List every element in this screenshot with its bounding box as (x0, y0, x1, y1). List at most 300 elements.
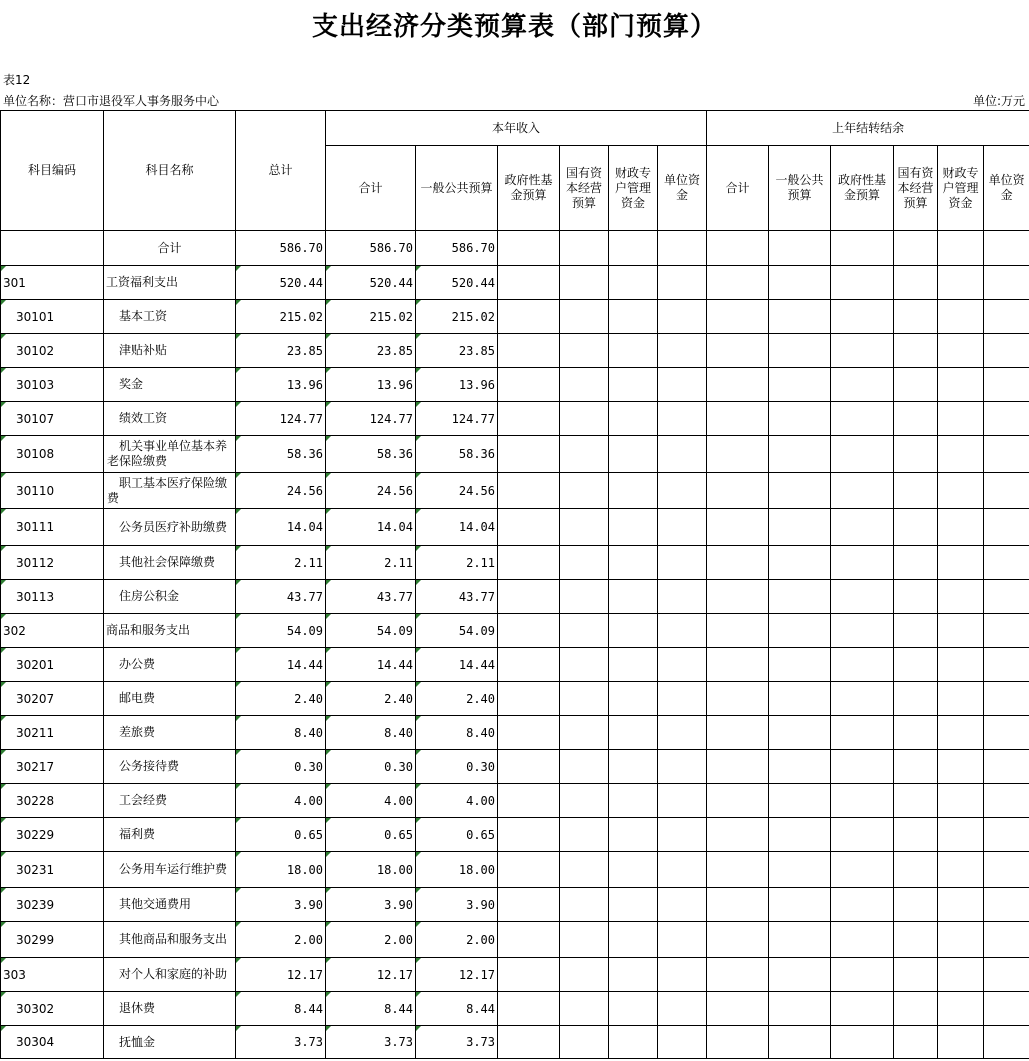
cell-py-fund (831, 958, 894, 992)
cell-code: 30102 (1, 334, 104, 368)
cell-py-sum (707, 716, 769, 750)
cell-py-unit-funds (984, 852, 1029, 888)
cell-py-sum (707, 888, 769, 922)
cell-cy-unit-funds (658, 368, 707, 402)
cell-name: 基本工资 (104, 300, 236, 334)
cell-cy-general: 8.40 (416, 716, 498, 750)
cell-py-special-account (938, 958, 984, 992)
cell-cy-state-capital (560, 509, 609, 546)
cell-py-general (769, 473, 831, 509)
cell-py-state-capital (894, 436, 938, 473)
cell-py-general (769, 436, 831, 473)
cell-cy-special-account (609, 648, 658, 682)
cell-cy-general: 14.44 (416, 648, 498, 682)
table-row (1, 436, 1029, 473)
table-row (1, 648, 1029, 682)
cell-py-fund (831, 580, 894, 614)
cell-total: 12.17 (236, 958, 326, 992)
cell-cy-fund (498, 473, 560, 509)
cell-total: 2.11 (236, 546, 326, 580)
cell-cy-unit-funds (658, 300, 707, 334)
cell-py-state-capital (894, 509, 938, 546)
cell-cy-special-account (609, 992, 658, 1026)
header-py-fund: 政府性基金预算 (831, 146, 894, 231)
cell-py-unit-funds (984, 750, 1029, 784)
cell-py-general (769, 648, 831, 682)
cell-py-fund (831, 682, 894, 716)
cell-code: 30239 (1, 888, 104, 922)
cell-py-fund (831, 750, 894, 784)
cell-py-general (769, 402, 831, 436)
cell-cy-fund (498, 546, 560, 580)
cell-cy-unit-funds (658, 784, 707, 818)
cell-cy-unit-funds (658, 509, 707, 546)
cell-py-general (769, 852, 831, 888)
cell-cy-unit-funds (658, 614, 707, 648)
cell-total: 43.77 (236, 580, 326, 614)
table-row (1, 509, 1029, 546)
cell-cy-state-capital (560, 784, 609, 818)
cell-cy-fund (498, 436, 560, 473)
cell-py-fund (831, 473, 894, 509)
cell-cy-sum: 0.30 (326, 750, 416, 784)
header-cy-state-capital: 国有资本经营预算 (560, 146, 609, 231)
cell-total: 18.00 (236, 852, 326, 888)
cell-code: 30207 (1, 682, 104, 716)
cell-py-state-capital (894, 750, 938, 784)
cell-cy-state-capital (560, 1026, 609, 1059)
cell-py-general (769, 818, 831, 852)
cell-py-fund (831, 648, 894, 682)
cell-py-sum (707, 750, 769, 784)
cell-cy-state-capital (560, 580, 609, 614)
table-row (1, 580, 1029, 614)
cell-py-sum (707, 648, 769, 682)
cell-total: 124.77 (236, 402, 326, 436)
cell-cy-general: 586.70 (416, 231, 498, 266)
cell-cy-special-account (609, 300, 658, 334)
cell-py-state-capital (894, 888, 938, 922)
cell-py-fund (831, 402, 894, 436)
cell-total: 0.30 (236, 750, 326, 784)
cell-total: 58.36 (236, 436, 326, 473)
cell-name: 职工基本医疗保险缴费 (104, 473, 236, 509)
cell-py-sum (707, 334, 769, 368)
cell-py-unit-funds (984, 300, 1029, 334)
cell-cy-fund (498, 580, 560, 614)
cell-cy-fund (498, 922, 560, 958)
cell-total: 14.04 (236, 509, 326, 546)
cell-cy-state-capital (560, 402, 609, 436)
cell-py-special-account (938, 580, 984, 614)
cell-code: 30299 (1, 922, 104, 958)
cell-py-fund (831, 334, 894, 368)
cell-cy-sum: 12.17 (326, 958, 416, 992)
cell-cy-state-capital (560, 266, 609, 300)
cell-py-special-account (938, 992, 984, 1026)
cell-cy-general: 12.17 (416, 958, 498, 992)
cell-py-unit-funds (984, 958, 1029, 992)
cell-cy-sum: 13.96 (326, 368, 416, 402)
cell-code: 30217 (1, 750, 104, 784)
cell-cy-fund (498, 231, 560, 266)
cell-cy-general: 54.09 (416, 614, 498, 648)
cell-cy-sum: 586.70 (326, 231, 416, 266)
cell-cy-unit-funds (658, 436, 707, 473)
cell-py-sum (707, 784, 769, 818)
cell-cy-fund (498, 958, 560, 992)
cell-cy-unit-funds (658, 266, 707, 300)
cell-cy-general: 18.00 (416, 852, 498, 888)
cell-cy-state-capital (560, 716, 609, 750)
cell-cy-unit-funds (658, 231, 707, 266)
cell-cy-unit-funds (658, 580, 707, 614)
cell-cy-unit-funds (658, 402, 707, 436)
cell-cy-special-account (609, 750, 658, 784)
header-py-unit-funds: 单位资金 (984, 146, 1029, 231)
cell-cy-general: 43.77 (416, 580, 498, 614)
cell-cy-state-capital (560, 992, 609, 1026)
cell-cy-sum: 0.65 (326, 818, 416, 852)
cell-code: 30110 (1, 473, 104, 509)
cell-cy-sum: 215.02 (326, 300, 416, 334)
cell-code: 30113 (1, 580, 104, 614)
cell-py-sum (707, 402, 769, 436)
cell-total: 520.44 (236, 266, 326, 300)
table-row (1, 852, 1029, 888)
cell-py-sum (707, 614, 769, 648)
cell-py-general (769, 716, 831, 750)
cell-cy-general: 0.65 (416, 818, 498, 852)
cell-cy-sum: 124.77 (326, 402, 416, 436)
cell-total: 8.44 (236, 992, 326, 1026)
cell-cy-fund (498, 368, 560, 402)
cell-cy-special-account (609, 784, 658, 818)
cell-py-unit-funds (984, 473, 1029, 509)
cell-py-sum (707, 300, 769, 334)
table-row (1, 958, 1029, 992)
cell-code: 30201 (1, 648, 104, 682)
cell-py-fund (831, 818, 894, 852)
header-py-general: 一般公共预算 (769, 146, 831, 231)
cell-cy-special-account (609, 1026, 658, 1059)
cell-py-fund (831, 922, 894, 958)
cell-name: 对个人和家庭的补助 (104, 958, 236, 992)
cell-cy-fund (498, 402, 560, 436)
table-row (1, 1026, 1029, 1059)
cell-cy-general: 8.44 (416, 992, 498, 1026)
cell-name: 机关事业单位基本养老保险缴费 (104, 436, 236, 473)
cell-cy-unit-funds (658, 546, 707, 580)
cell-cy-sum: 14.04 (326, 509, 416, 546)
cell-cy-sum: 58.36 (326, 436, 416, 473)
cell-py-special-account (938, 852, 984, 888)
cell-py-state-capital (894, 473, 938, 509)
table-row (1, 888, 1029, 922)
cell-py-general (769, 231, 831, 266)
cell-py-state-capital (894, 922, 938, 958)
cell-name: 公务员医疗补助缴费 (104, 509, 236, 546)
cell-total: 2.40 (236, 682, 326, 716)
table-row (1, 402, 1029, 436)
unit-name: 单位名称：营口市退役军人事务服务中心 (3, 94, 220, 108)
cell-py-general (769, 368, 831, 402)
cell-py-sum (707, 580, 769, 614)
cell-py-sum (707, 473, 769, 509)
cell-name: 邮电费 (104, 682, 236, 716)
cell-py-general (769, 958, 831, 992)
cell-py-state-capital (894, 266, 938, 300)
cell-py-general (769, 509, 831, 546)
cell-name: 绩效工资 (104, 402, 236, 436)
cell-py-state-capital (894, 648, 938, 682)
cell-py-special-account (938, 888, 984, 922)
cell-py-sum (707, 818, 769, 852)
page-title: 支出经济分类预算表（部门预算） (311, 12, 717, 42)
cell-name: 其他商品和服务支出 (104, 922, 236, 958)
cell-cy-unit-funds (658, 716, 707, 750)
cell-py-unit-funds (984, 509, 1029, 546)
cell-cy-sum: 2.40 (326, 682, 416, 716)
header-code: 科目编码 (1, 111, 104, 231)
cell-cy-state-capital (560, 368, 609, 402)
cell-cy-fund (498, 266, 560, 300)
cell-py-fund (831, 852, 894, 888)
cell-cy-general: 14.04 (416, 509, 498, 546)
cell-cy-fund (498, 682, 560, 716)
table-row (1, 922, 1029, 958)
cell-py-unit-funds (984, 682, 1029, 716)
cell-py-unit-funds (984, 266, 1029, 300)
cell-cy-fund (498, 716, 560, 750)
cell-cy-sum: 3.73 (326, 1026, 416, 1059)
table-row (1, 818, 1029, 852)
cell-total: 3.90 (236, 888, 326, 922)
cell-name: 退休费 (104, 992, 236, 1026)
cell-py-unit-funds (984, 888, 1029, 922)
cell-py-sum (707, 546, 769, 580)
cell-cy-fund (498, 992, 560, 1026)
cell-cy-state-capital (560, 818, 609, 852)
table-row (1, 368, 1029, 402)
table-row (1, 750, 1029, 784)
cell-total: 0.65 (236, 818, 326, 852)
header-cy-general: 一般公共预算 (416, 146, 498, 231)
cell-cy-sum: 520.44 (326, 266, 416, 300)
cell-py-general (769, 580, 831, 614)
cell-cy-sum: 54.09 (326, 614, 416, 648)
cell-py-fund (831, 266, 894, 300)
cell-cy-general: 2.40 (416, 682, 498, 716)
cell-py-general (769, 784, 831, 818)
cell-py-general (769, 300, 831, 334)
cell-name: 公务接待费 (104, 750, 236, 784)
cell-cy-fund (498, 818, 560, 852)
cell-py-fund (831, 546, 894, 580)
cell-cy-special-account (609, 473, 658, 509)
cell-total: 13.96 (236, 368, 326, 402)
cell-cy-unit-funds (658, 334, 707, 368)
header-cy-fund: 政府性基金预算 (498, 146, 560, 231)
cell-cy-state-capital (560, 614, 609, 648)
cell-name: 奖金 (104, 368, 236, 402)
header-py-state-capital: 国有资本经营预算 (894, 146, 938, 231)
cell-py-special-account (938, 716, 984, 750)
table-row (1, 716, 1029, 750)
cell-cy-general: 124.77 (416, 402, 498, 436)
cell-code: 30211 (1, 716, 104, 750)
cell-name: 抚恤金 (104, 1026, 236, 1059)
cell-py-state-capital (894, 716, 938, 750)
cell-cy-unit-funds (658, 682, 707, 716)
cell-cy-sum: 43.77 (326, 580, 416, 614)
cell-cy-general: 520.44 (416, 266, 498, 300)
header-prior-year: 上年结转结余 (707, 111, 1029, 146)
cell-py-fund (831, 614, 894, 648)
cell-cy-general: 58.36 (416, 436, 498, 473)
cell-cy-general: 4.00 (416, 784, 498, 818)
cell-total: 14.44 (236, 648, 326, 682)
cell-py-special-account (938, 682, 984, 716)
table-row (1, 473, 1029, 509)
cell-cy-fund (498, 1026, 560, 1059)
cell-code: 30103 (1, 368, 104, 402)
cell-name: 其他社会保障缴费 (104, 546, 236, 580)
cell-code: 30229 (1, 818, 104, 852)
cell-cy-unit-funds (658, 818, 707, 852)
cell-cy-unit-funds (658, 852, 707, 888)
cell-py-special-account (938, 334, 984, 368)
cell-cy-unit-funds (658, 888, 707, 922)
cell-name: 商品和服务支出 (104, 614, 236, 648)
cell-cy-sum: 3.90 (326, 888, 416, 922)
cell-py-general (769, 334, 831, 368)
cell-cy-sum: 18.00 (326, 852, 416, 888)
cell-cy-sum: 24.56 (326, 473, 416, 509)
cell-cy-state-capital (560, 436, 609, 473)
cell-cy-state-capital (560, 888, 609, 922)
cell-py-special-account (938, 784, 984, 818)
cell-py-special-account (938, 648, 984, 682)
cell-cy-sum: 23.85 (326, 334, 416, 368)
header-total: 总计 (236, 111, 326, 231)
cell-cy-sum: 14.44 (326, 648, 416, 682)
cell-cy-state-capital (560, 334, 609, 368)
cell-code: 303 (1, 958, 104, 992)
cell-py-sum (707, 992, 769, 1026)
cell-py-sum (707, 266, 769, 300)
cell-cy-fund (498, 852, 560, 888)
cell-cy-special-account (609, 958, 658, 992)
cell-py-unit-funds (984, 368, 1029, 402)
cell-py-special-account (938, 402, 984, 436)
table-row (1, 546, 1029, 580)
cell-py-fund (831, 784, 894, 818)
cell-cy-fund (498, 509, 560, 546)
cell-cy-special-account (609, 888, 658, 922)
cell-py-general (769, 922, 831, 958)
cell-py-state-capital (894, 784, 938, 818)
cell-cy-special-account (609, 334, 658, 368)
header-cy-unit-funds: 单位资金 (658, 146, 707, 231)
cell-cy-general: 13.96 (416, 368, 498, 402)
cell-cy-general: 24.56 (416, 473, 498, 509)
cell-code: 30107 (1, 402, 104, 436)
table-row (1, 784, 1029, 818)
cell-code: 30228 (1, 784, 104, 818)
cell-code: 30108 (1, 436, 104, 473)
cell-cy-special-account (609, 402, 658, 436)
cell-name: 公务用车运行维护费 (104, 852, 236, 888)
table-row (1, 231, 1029, 266)
cell-py-fund (831, 300, 894, 334)
cell-cy-unit-funds (658, 750, 707, 784)
cell-total: 24.56 (236, 473, 326, 509)
cell-py-fund (831, 992, 894, 1026)
cell-py-unit-funds (984, 716, 1029, 750)
table-row (1, 682, 1029, 716)
header-name: 科目名称 (104, 111, 236, 231)
cell-code: 30302 (1, 992, 104, 1026)
table-row (1, 300, 1029, 334)
cell-cy-general: 2.00 (416, 922, 498, 958)
cell-code: 301 (1, 266, 104, 300)
cell-py-general (769, 546, 831, 580)
cell-name: 住房公积金 (104, 580, 236, 614)
cell-cy-special-account (609, 546, 658, 580)
cell-py-state-capital (894, 402, 938, 436)
cell-py-unit-funds (984, 436, 1029, 473)
cell-cy-state-capital (560, 546, 609, 580)
cell-total: 3.73 (236, 1026, 326, 1059)
cell-cy-sum: 2.11 (326, 546, 416, 580)
header-py-sum: 合计 (707, 146, 769, 231)
header-current-year: 本年收入 (326, 111, 707, 146)
cell-py-fund (831, 888, 894, 922)
cell-cy-special-account (609, 231, 658, 266)
cell-cy-fund (498, 648, 560, 682)
cell-py-unit-funds (984, 992, 1029, 1026)
cell-py-general (769, 682, 831, 716)
cell-name: 办公费 (104, 648, 236, 682)
cell-code: 30101 (1, 300, 104, 334)
cell-py-sum (707, 1026, 769, 1059)
cell-code: 30304 (1, 1026, 104, 1059)
cell-code: 30111 (1, 509, 104, 546)
currency-unit: 单位:万元 (972, 94, 1025, 108)
cell-py-state-capital (894, 1026, 938, 1059)
cell-py-special-account (938, 750, 984, 784)
cell-py-unit-funds (984, 334, 1029, 368)
cell-cy-sum: 8.44 (326, 992, 416, 1026)
table-row (1, 992, 1029, 1026)
cell-cy-general: 0.30 (416, 750, 498, 784)
cell-py-special-account (938, 614, 984, 648)
cell-cy-state-capital (560, 922, 609, 958)
cell-total: 54.09 (236, 614, 326, 648)
cell-name: 工资福利支出 (104, 266, 236, 300)
cell-cy-special-account (609, 266, 658, 300)
cell-py-state-capital (894, 368, 938, 402)
cell-py-unit-funds (984, 784, 1029, 818)
cell-cy-special-account (609, 922, 658, 958)
cell-cy-sum: 2.00 (326, 922, 416, 958)
cell-py-fund (831, 1026, 894, 1059)
cell-py-fund (831, 231, 894, 266)
cell-cy-state-capital (560, 648, 609, 682)
cell-cy-general: 23.85 (416, 334, 498, 368)
cell-py-general (769, 750, 831, 784)
